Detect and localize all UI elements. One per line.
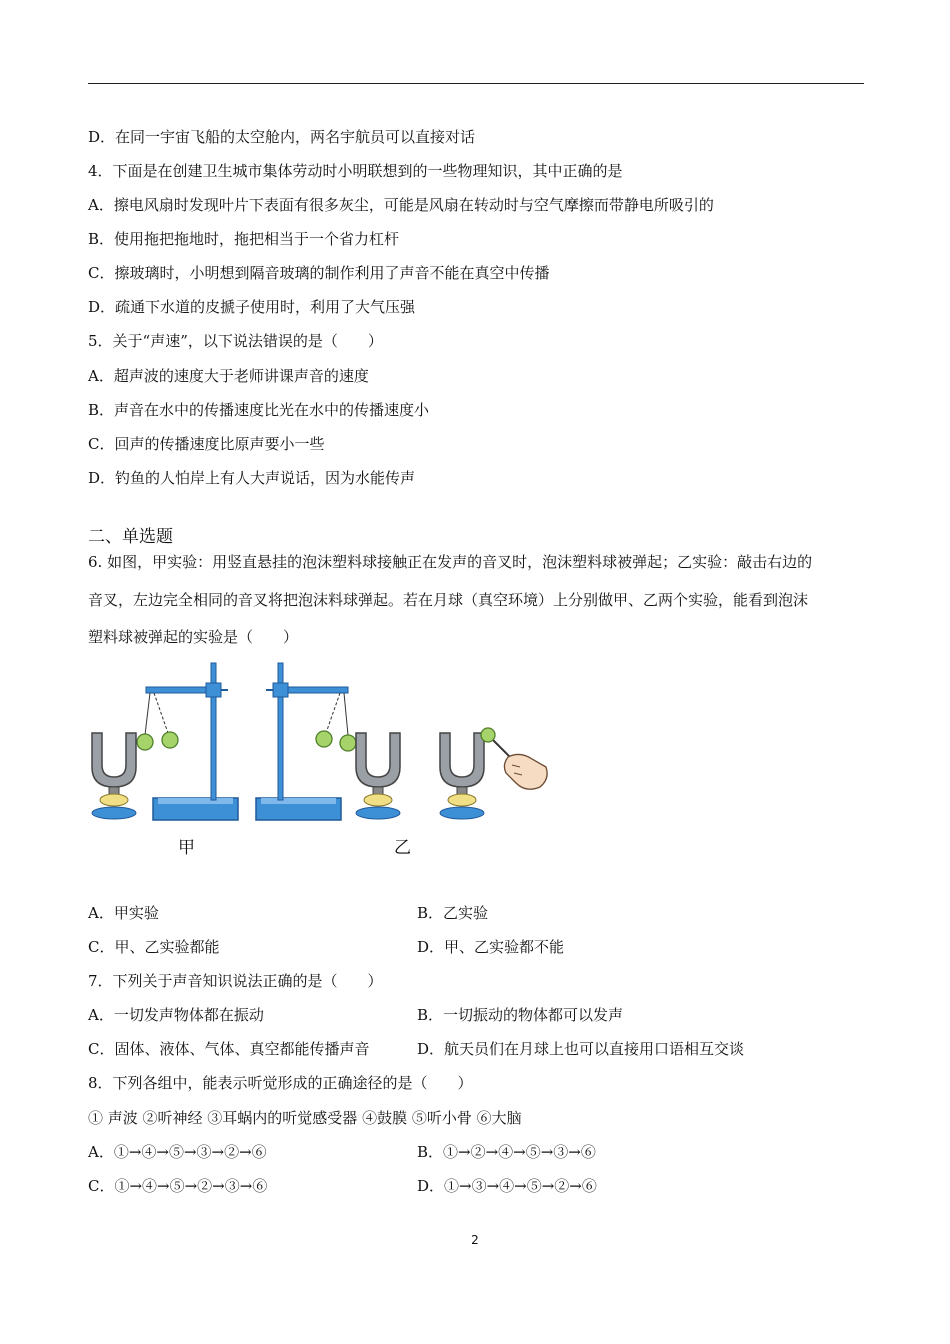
q6-option-a: A．甲实验 xyxy=(88,904,159,922)
q4-option-d: D．疏通下水道的皮搋子使用时，利用了大气压强 xyxy=(88,298,416,316)
q6-stem-line-2: 音叉，左边完全相同的音叉将把泡沫料球弹起。若在月球（真空环境）上分别做甲、乙两个实验，能看到泡沫 xyxy=(88,591,809,609)
page-number: 2 xyxy=(471,1233,479,1247)
q7-option-d: D．航天员们在月球上也可以直接用口语相互交谈 xyxy=(417,1040,745,1058)
q8-option-b: B．①→②→④→⑤→③→⑥ xyxy=(417,1143,596,1161)
q6-option-b: B．乙实验 xyxy=(417,904,489,922)
tuning-fork-icon xyxy=(92,733,136,819)
q7-stem: 7．下列关于声音知识说法正确的是（ ） xyxy=(88,972,383,990)
tuning-fork-icon xyxy=(440,733,484,819)
q3-option-d: D．在同一宇宙飞船的太空舱内，两名宇航员可以直接对话 xyxy=(88,128,476,146)
foam-ball-icon xyxy=(340,735,356,751)
figure-label-right: 乙 xyxy=(394,838,411,858)
q5-option-d: D．钓鱼的人怕岸上有人大声说话，因为水能传声 xyxy=(88,469,416,487)
foam-ball-icon xyxy=(137,734,153,750)
foam-ball-icon xyxy=(316,731,332,747)
tuning-fork-illustration xyxy=(88,655,558,825)
q6-stem-line-3: 塑料球被弹起的实验是（ ） xyxy=(88,628,299,646)
q5-option-a: A．超声波的速度大于老师讲课声音的速度 xyxy=(88,367,369,385)
stand-left-icon xyxy=(146,663,238,820)
q4-option-b: B．使用拖把拖地时，拖把相当于一个省力杠杆 xyxy=(88,230,400,248)
q6-stem-line-1: 6. 如图，甲实验：用竖直悬挂的泡沫塑料球接触正在发声的音叉时，泡沫塑料球被弹起；乙实验：敲击右边的 xyxy=(88,553,813,571)
q8-items: ① 声波 ②听神经 ③耳蜗内的听觉感受器 ④鼓膜 ⑤听小骨 ⑥大脑 xyxy=(88,1109,522,1127)
foam-ball-icon xyxy=(162,732,178,748)
q8-option-a: A．①→④→⑤→③→②→⑥ xyxy=(88,1143,267,1161)
q6-option-c: C．甲、乙实验都能 xyxy=(88,938,220,956)
q5-option-b: B．声音在水中的传播速度比光在水中的传播速度小 xyxy=(88,401,430,419)
q8-stem: 8．下列各组中，能表示听觉形成的正确途径的是（ ） xyxy=(88,1074,473,1092)
q4-option-a: A．擦电风扇时发现叶片下表面有很多灰尘，可能是风扇在转动时与空气摩擦而带静电所吸引的 xyxy=(88,196,714,214)
q7-option-b: B．一切振动的物体都可以发声 xyxy=(417,1006,624,1024)
figure-label-left: 甲 xyxy=(178,838,195,858)
hand-with-mallet-icon xyxy=(481,728,547,789)
tuning-fork-icon xyxy=(356,733,400,819)
q6-option-d: D．甲、乙实验都不能 xyxy=(417,938,565,956)
q5-option-c: C．回声的传播速度比原声要小一些 xyxy=(88,435,325,453)
q4-option-c: C．擦玻璃时，小明想到隔音玻璃的制作利用了声音不能在真空中传播 xyxy=(88,264,550,282)
q8-option-c: C．①→④→⑤→②→③→⑥ xyxy=(88,1177,268,1195)
q8-option-d: D．①→③→④→⑤→②→⑥ xyxy=(417,1177,597,1195)
q7-option-c: C．固体、液体、气体、真空都能传播声音 xyxy=(88,1040,370,1058)
q5-stem: 5．关于“声速”，以下说法错误的是（ ） xyxy=(88,332,383,350)
tuning-fork-figure xyxy=(88,655,558,865)
section-title: 二、单选题 xyxy=(88,527,173,547)
q4-stem: 4．下面是在创建卫生城市集体劳动时小明联想到的一些物理知识，其中正确的是 xyxy=(88,162,623,180)
q7-option-a: A．一切发声物体都在振动 xyxy=(88,1006,264,1024)
header-rule xyxy=(88,83,864,84)
stand-right-icon xyxy=(256,663,348,820)
